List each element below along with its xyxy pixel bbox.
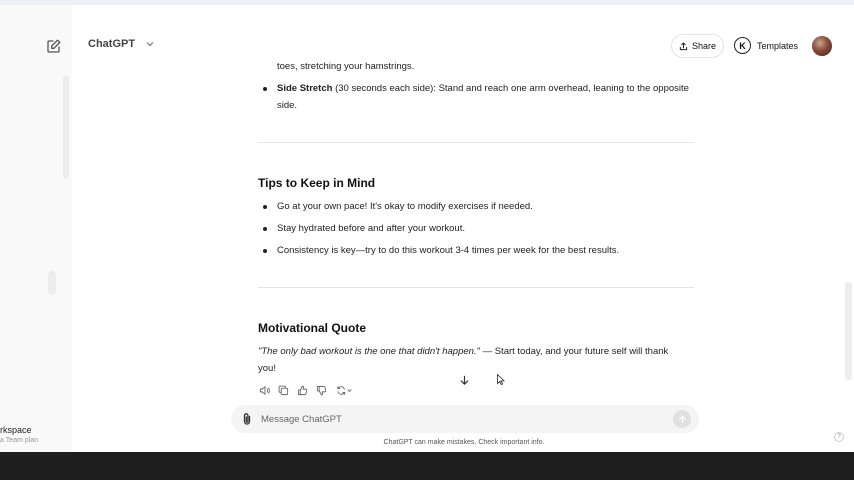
message-input[interactable]: [261, 411, 661, 427]
send-button[interactable]: [673, 410, 691, 428]
list-item: Go at your own pace! It's okay to modify exercises if needed.: [258, 198, 698, 215]
stretch-list: [258, 80, 698, 114]
workspace-plan: a Team plan: [0, 437, 39, 444]
model-name: ChatGPT: [88, 38, 136, 50]
speaker-icon[interactable]: [259, 385, 271, 397]
tips-list: [258, 198, 698, 264]
stretch-text: (30 seconds each side): Stand and reach one arm overhead, leaning to the opposite side.: [277, 83, 689, 111]
share-label: Share: [691, 41, 717, 51]
sidebar: [0, 5, 72, 452]
list-item: [258, 80, 698, 114]
workspace-logo-icon: K: [734, 37, 751, 54]
model-selector[interactable]: [88, 38, 155, 50]
arrow-up-icon: [678, 415, 687, 424]
help-button[interactable]: ?: [834, 432, 844, 442]
stretch-title: Side Stretch: [277, 83, 333, 94]
share-icon: [679, 42, 688, 51]
list-item: Consistency is key—try to do this workout 3-4 times per week for the best results.: [258, 242, 698, 259]
tips-heading: Tips to Keep in Mind: [258, 176, 376, 190]
templates-label: Templates: [757, 40, 799, 51]
share-button[interactable]: [671, 34, 724, 58]
mouse-cursor-icon: [497, 374, 505, 385]
avatar[interactable]: [812, 36, 832, 56]
sidebar-scrollbar[interactable]: [63, 75, 69, 179]
top-strip: [0, 0, 854, 5]
edit-icon[interactable]: [46, 38, 62, 54]
templates-button[interactable]: [734, 37, 798, 54]
message-actions: [259, 385, 353, 397]
divider: [258, 142, 694, 143]
chevron-down-icon: [145, 39, 155, 49]
divider: [258, 287, 694, 288]
page-scrollbar[interactable]: [845, 282, 852, 380]
paperclip-icon[interactable]: [240, 412, 254, 426]
sidebar-resize-handle[interactable]: [48, 271, 56, 295]
previous-text-fragment: toes, stretching your hamstrings.: [277, 61, 415, 72]
scroll-to-bottom-button[interactable]: [455, 372, 473, 388]
quote-text: "The only bad workout is the one that didn't happen.": [258, 346, 480, 357]
refresh-icon[interactable]: [335, 385, 353, 397]
arrow-down-icon: [459, 375, 470, 386]
copy-icon[interactable]: [278, 385, 290, 397]
workspace-name[interactable]: rkspace: [0, 425, 32, 435]
list-item: Stay hydrated before and after your workout.: [258, 220, 698, 237]
disclaimer-text: ChatGPT can make mistakes. Check important info.: [383, 439, 545, 446]
quote-heading: Motivational Quote: [258, 321, 366, 335]
thumbs-down-icon[interactable]: [316, 385, 328, 397]
composer: [231, 405, 699, 433]
thumbs-up-icon[interactable]: [297, 385, 309, 397]
quote-paragraph: [258, 343, 688, 377]
quote-rest: — Start today, and your future self will thank you!: [258, 346, 669, 374]
taskbar: [0, 452, 854, 480]
